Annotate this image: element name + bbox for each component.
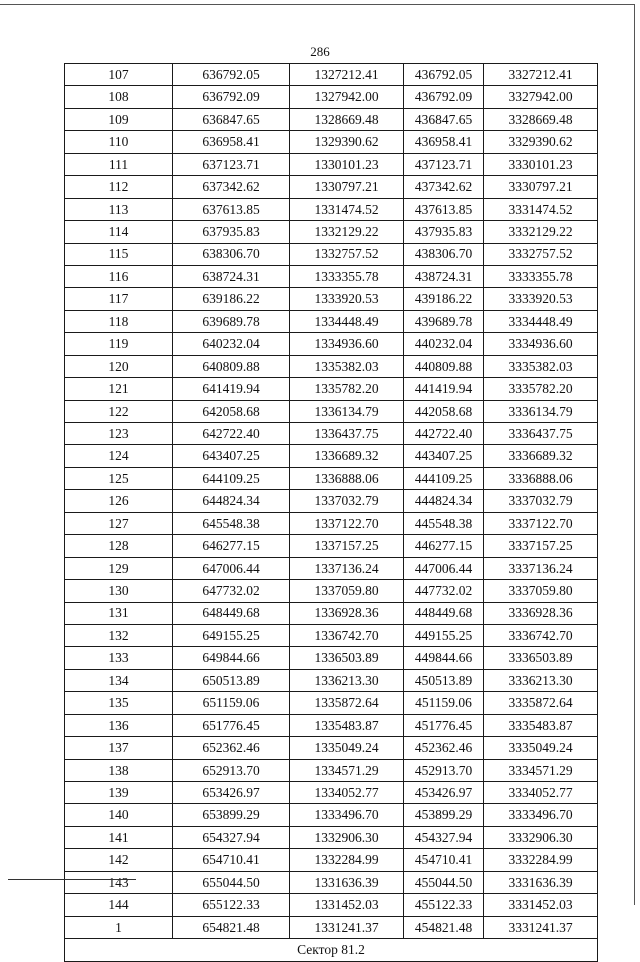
y-coordinate-cell: 1337059.80 (290, 580, 404, 602)
table-row (65, 221, 598, 243)
point-number-cell: 117 (65, 288, 173, 310)
x-alt-coordinate-cell: 453899.29 (404, 804, 484, 826)
x-alt-coordinate-cell: 440232.04 (404, 333, 484, 355)
table-row (65, 647, 598, 669)
y-coordinate-cell: 1333355.78 (290, 265, 404, 287)
y-alt-coordinate-cell: 3328669.48 (484, 108, 598, 130)
point-number-cell: 108 (65, 86, 173, 108)
x-alt-coordinate-cell: 445548.38 (404, 512, 484, 534)
table-row (65, 198, 598, 220)
table-row (65, 782, 598, 804)
x-coordinate-cell: 651776.45 (173, 714, 290, 736)
x-coordinate-cell: 640232.04 (173, 333, 290, 355)
x-alt-coordinate-cell: 436792.09 (404, 86, 484, 108)
y-coordinate-cell: 1332129.22 (290, 221, 404, 243)
x-alt-coordinate-cell: 454710.41 (404, 849, 484, 871)
y-coordinate-cell: 1334936.60 (290, 333, 404, 355)
y-coordinate-cell: 1334052.77 (290, 782, 404, 804)
table-row (65, 131, 598, 153)
point-number-cell: 115 (65, 243, 173, 265)
table-row (65, 467, 598, 489)
table-row (65, 737, 598, 759)
x-alt-coordinate-cell: 451159.06 (404, 692, 484, 714)
y-alt-coordinate-cell: 3334936.60 (484, 333, 598, 355)
y-coordinate-cell: 1337136.24 (290, 557, 404, 579)
point-number-cell: 1 (65, 916, 173, 938)
x-alt-coordinate-cell: 451776.45 (404, 714, 484, 736)
table-row (65, 580, 598, 602)
x-coordinate-cell: 640809.88 (173, 355, 290, 377)
page-frame-right-line (634, 4, 635, 905)
table-row (65, 759, 598, 781)
y-coordinate-cell: 1336213.30 (290, 669, 404, 691)
x-coordinate-cell: 645548.38 (173, 512, 290, 534)
table-row (65, 423, 598, 445)
x-alt-coordinate-cell: 452362.46 (404, 737, 484, 759)
x-alt-coordinate-cell: 449844.66 (404, 647, 484, 669)
x-alt-coordinate-cell: 455044.50 (404, 871, 484, 893)
y-coordinate-cell: 1328669.48 (290, 108, 404, 130)
point-number-cell: 138 (65, 759, 173, 781)
y-coordinate-cell: 1337032.79 (290, 490, 404, 512)
point-number-cell: 134 (65, 669, 173, 691)
x-alt-coordinate-cell: 443407.25 (404, 445, 484, 467)
y-coordinate-cell: 1336503.89 (290, 647, 404, 669)
point-number-cell: 135 (65, 692, 173, 714)
y-coordinate-cell: 1333920.53 (290, 288, 404, 310)
point-number-cell: 122 (65, 400, 173, 422)
x-alt-coordinate-cell: 439689.78 (404, 310, 484, 332)
x-coordinate-cell: 655044.50 (173, 871, 290, 893)
x-coordinate-cell: 637123.71 (173, 153, 290, 175)
point-number-cell: 120 (65, 355, 173, 377)
y-coordinate-cell: 1337122.70 (290, 512, 404, 534)
x-alt-coordinate-cell: 447732.02 (404, 580, 484, 602)
table-row (65, 288, 598, 310)
point-number-cell: 129 (65, 557, 173, 579)
y-alt-coordinate-cell: 3327212.41 (484, 64, 598, 86)
table-row (65, 669, 598, 691)
point-number-cell: 131 (65, 602, 173, 624)
table-row (65, 490, 598, 512)
point-number-cell: 116 (65, 265, 173, 287)
y-alt-coordinate-cell: 3336742.70 (484, 624, 598, 646)
table-row (65, 871, 598, 893)
y-coordinate-cell: 1332906.30 (290, 826, 404, 848)
point-number-cell: 133 (65, 647, 173, 669)
x-coordinate-cell: 636792.05 (173, 64, 290, 86)
point-number-cell: 127 (65, 512, 173, 534)
x-coordinate-cell: 652913.70 (173, 759, 290, 781)
y-alt-coordinate-cell: 3336689.32 (484, 445, 598, 467)
y-alt-coordinate-cell: 3334448.49 (484, 310, 598, 332)
x-coordinate-cell: 654710.41 (173, 849, 290, 871)
y-coordinate-cell: 1327212.41 (290, 64, 404, 86)
x-alt-coordinate-cell: 437123.71 (404, 153, 484, 175)
y-alt-coordinate-cell: 3332129.22 (484, 221, 598, 243)
y-alt-coordinate-cell: 3337157.25 (484, 535, 598, 557)
x-coordinate-cell: 638724.31 (173, 265, 290, 287)
x-alt-coordinate-cell: 453426.97 (404, 782, 484, 804)
table-row (65, 557, 598, 579)
x-alt-coordinate-cell: 448449.68 (404, 602, 484, 624)
x-alt-coordinate-cell: 438306.70 (404, 243, 484, 265)
y-alt-coordinate-cell: 3331474.52 (484, 198, 598, 220)
page-frame-top-line (0, 4, 634, 5)
x-coordinate-cell: 646277.15 (173, 535, 290, 557)
point-number-cell: 142 (65, 849, 173, 871)
y-coordinate-cell: 1331636.39 (290, 871, 404, 893)
y-alt-coordinate-cell: 3337122.70 (484, 512, 598, 534)
y-coordinate-cell: 1336742.70 (290, 624, 404, 646)
y-coordinate-cell: 1331241.37 (290, 916, 404, 938)
y-coordinate-cell: 1335782.20 (290, 378, 404, 400)
table-row (65, 535, 598, 557)
point-number-cell: 124 (65, 445, 173, 467)
y-alt-coordinate-cell: 3337059.80 (484, 580, 598, 602)
point-number-cell: 132 (65, 624, 173, 646)
y-alt-coordinate-cell: 3336888.06 (484, 467, 598, 489)
y-alt-coordinate-cell: 3333355.78 (484, 265, 598, 287)
section-row (65, 939, 598, 961)
table-row (65, 512, 598, 534)
point-number-cell: 112 (65, 176, 173, 198)
x-alt-coordinate-cell: 449155.25 (404, 624, 484, 646)
x-coordinate-cell: 644109.25 (173, 467, 290, 489)
point-number-cell: 143 (65, 871, 173, 893)
x-alt-coordinate-cell: 437613.85 (404, 198, 484, 220)
y-coordinate-cell: 1335382.03 (290, 355, 404, 377)
x-coordinate-cell: 649844.66 (173, 647, 290, 669)
x-coordinate-cell: 652362.46 (173, 737, 290, 759)
x-coordinate-cell: 637342.62 (173, 176, 290, 198)
point-number-cell: 109 (65, 108, 173, 130)
x-coordinate-cell: 647006.44 (173, 557, 290, 579)
point-number-cell: 107 (65, 64, 173, 86)
y-alt-coordinate-cell: 3331241.37 (484, 916, 598, 938)
x-coordinate-cell: 637935.83 (173, 221, 290, 243)
y-alt-coordinate-cell: 3330101.23 (484, 153, 598, 175)
point-number-cell: 140 (65, 804, 173, 826)
x-coordinate-cell: 642058.68 (173, 400, 290, 422)
y-alt-coordinate-cell: 3335483.87 (484, 714, 598, 736)
table-row (65, 64, 598, 86)
x-alt-coordinate-cell: 437935.83 (404, 221, 484, 243)
point-number-cell: 128 (65, 535, 173, 557)
y-alt-coordinate-cell: 3337032.79 (484, 490, 598, 512)
table-row (65, 445, 598, 467)
point-number-cell: 123 (65, 423, 173, 445)
x-coordinate-cell: 639689.78 (173, 310, 290, 332)
section-label: Сектор 81.2 (65, 939, 598, 961)
footnote-separator (8, 879, 136, 880)
x-alt-coordinate-cell: 437342.62 (404, 176, 484, 198)
x-alt-coordinate-cell: 438724.31 (404, 265, 484, 287)
y-alt-coordinate-cell: 3336437.75 (484, 423, 598, 445)
y-coordinate-cell: 1334448.49 (290, 310, 404, 332)
point-number-cell: 110 (65, 131, 173, 153)
point-number-cell: 119 (65, 333, 173, 355)
x-alt-coordinate-cell: 440809.88 (404, 355, 484, 377)
y-coordinate-cell: 1336888.06 (290, 467, 404, 489)
y-alt-coordinate-cell: 3332906.30 (484, 826, 598, 848)
table-row (65, 355, 598, 377)
y-coordinate-cell: 1327942.00 (290, 86, 404, 108)
x-coordinate-cell: 647732.02 (173, 580, 290, 602)
y-alt-coordinate-cell: 3335782.20 (484, 378, 598, 400)
table-row (65, 108, 598, 130)
x-alt-coordinate-cell: 454327.94 (404, 826, 484, 848)
table-row (65, 310, 598, 332)
point-number-cell: 139 (65, 782, 173, 804)
x-coordinate-cell: 651159.06 (173, 692, 290, 714)
coordinates-table-body (65, 64, 598, 939)
table-row (65, 849, 598, 871)
table-row (65, 176, 598, 198)
y-coordinate-cell: 1336437.75 (290, 423, 404, 445)
point-number-cell: 136 (65, 714, 173, 736)
y-alt-coordinate-cell: 3327942.00 (484, 86, 598, 108)
point-number-cell: 114 (65, 221, 173, 243)
x-alt-coordinate-cell: 442722.40 (404, 423, 484, 445)
table-row (65, 714, 598, 736)
x-coordinate-cell: 642722.40 (173, 423, 290, 445)
y-alt-coordinate-cell: 3336213.30 (484, 669, 598, 691)
y-coordinate-cell: 1333496.70 (290, 804, 404, 826)
x-coordinate-cell: 654821.48 (173, 916, 290, 938)
y-coordinate-cell: 1337157.25 (290, 535, 404, 557)
y-coordinate-cell: 1329390.62 (290, 131, 404, 153)
table-row (65, 624, 598, 646)
point-number-cell: 130 (65, 580, 173, 602)
x-alt-coordinate-cell: 452913.70 (404, 759, 484, 781)
y-coordinate-cell: 1330101.23 (290, 153, 404, 175)
point-number-cell: 113 (65, 198, 173, 220)
table-row (65, 602, 598, 624)
point-number-cell: 126 (65, 490, 173, 512)
coordinates-table (64, 63, 598, 962)
x-alt-coordinate-cell: 444824.34 (404, 490, 484, 512)
point-number-cell: 121 (65, 378, 173, 400)
point-number-cell: 111 (65, 153, 173, 175)
table-row (65, 378, 598, 400)
y-alt-coordinate-cell: 3330797.21 (484, 176, 598, 198)
table-row (65, 153, 598, 175)
y-alt-coordinate-cell: 3335049.24 (484, 737, 598, 759)
table-row (65, 333, 598, 355)
point-number-cell: 118 (65, 310, 173, 332)
x-coordinate-cell: 648449.68 (173, 602, 290, 624)
x-coordinate-cell: 644824.34 (173, 490, 290, 512)
y-alt-coordinate-cell: 3334571.29 (484, 759, 598, 781)
y-coordinate-cell: 1332284.99 (290, 849, 404, 871)
x-alt-coordinate-cell: 436792.05 (404, 64, 484, 86)
x-coordinate-cell: 654327.94 (173, 826, 290, 848)
x-alt-coordinate-cell: 455122.33 (404, 894, 484, 916)
y-alt-coordinate-cell: 3335382.03 (484, 355, 598, 377)
table-row (65, 265, 598, 287)
page-number: 286 (310, 44, 330, 59)
x-coordinate-cell: 636792.09 (173, 86, 290, 108)
x-alt-coordinate-cell: 442058.68 (404, 400, 484, 422)
x-coordinate-cell: 643407.25 (173, 445, 290, 467)
x-alt-coordinate-cell: 439186.22 (404, 288, 484, 310)
table-row (65, 916, 598, 938)
y-alt-coordinate-cell: 3337136.24 (484, 557, 598, 579)
y-alt-coordinate-cell: 3333496.70 (484, 804, 598, 826)
x-alt-coordinate-cell: 444109.25 (404, 467, 484, 489)
y-coordinate-cell: 1331452.03 (290, 894, 404, 916)
y-alt-coordinate-cell: 3329390.62 (484, 131, 598, 153)
x-coordinate-cell: 649155.25 (173, 624, 290, 646)
x-coordinate-cell: 653426.97 (173, 782, 290, 804)
y-coordinate-cell: 1332757.52 (290, 243, 404, 265)
y-alt-coordinate-cell: 3331636.39 (484, 871, 598, 893)
y-coordinate-cell: 1331474.52 (290, 198, 404, 220)
x-coordinate-cell: 637613.85 (173, 198, 290, 220)
y-alt-coordinate-cell: 3334052.77 (484, 782, 598, 804)
table-row (65, 243, 598, 265)
x-coordinate-cell: 641419.94 (173, 378, 290, 400)
x-coordinate-cell: 655122.33 (173, 894, 290, 916)
point-number-cell: 137 (65, 737, 173, 759)
x-alt-coordinate-cell: 436958.41 (404, 131, 484, 153)
x-coordinate-cell: 638306.70 (173, 243, 290, 265)
point-number-cell: 141 (65, 826, 173, 848)
y-alt-coordinate-cell: 3336503.89 (484, 647, 598, 669)
point-number-cell: 125 (65, 467, 173, 489)
table-row (65, 86, 598, 108)
x-alt-coordinate-cell: 454821.48 (404, 916, 484, 938)
y-alt-coordinate-cell: 3336134.79 (484, 400, 598, 422)
point-number-cell: 144 (65, 894, 173, 916)
y-coordinate-cell: 1334571.29 (290, 759, 404, 781)
x-alt-coordinate-cell: 441419.94 (404, 378, 484, 400)
y-coordinate-cell: 1336928.36 (290, 602, 404, 624)
y-coordinate-cell: 1336689.32 (290, 445, 404, 467)
x-coordinate-cell: 650513.89 (173, 669, 290, 691)
x-coordinate-cell: 653899.29 (173, 804, 290, 826)
x-alt-coordinate-cell: 450513.89 (404, 669, 484, 691)
x-alt-coordinate-cell: 446277.15 (404, 535, 484, 557)
table-row (65, 692, 598, 714)
table-row (65, 826, 598, 848)
y-alt-coordinate-cell: 3331452.03 (484, 894, 598, 916)
x-alt-coordinate-cell: 436847.65 (404, 108, 484, 130)
y-coordinate-cell: 1330797.21 (290, 176, 404, 198)
x-coordinate-cell: 636958.41 (173, 131, 290, 153)
y-coordinate-cell: 1335872.64 (290, 692, 404, 714)
y-coordinate-cell: 1335049.24 (290, 737, 404, 759)
y-alt-coordinate-cell: 3332757.52 (484, 243, 598, 265)
y-coordinate-cell: 1335483.87 (290, 714, 404, 736)
table-row (65, 400, 598, 422)
y-alt-coordinate-cell: 3336928.36 (484, 602, 598, 624)
y-alt-coordinate-cell: 3332284.99 (484, 849, 598, 871)
y-alt-coordinate-cell: 3333920.53 (484, 288, 598, 310)
x-coordinate-cell: 639186.22 (173, 288, 290, 310)
table-row (65, 804, 598, 826)
y-coordinate-cell: 1336134.79 (290, 400, 404, 422)
x-coordinate-cell: 636847.65 (173, 108, 290, 130)
x-alt-coordinate-cell: 447006.44 (404, 557, 484, 579)
y-alt-coordinate-cell: 3335872.64 (484, 692, 598, 714)
